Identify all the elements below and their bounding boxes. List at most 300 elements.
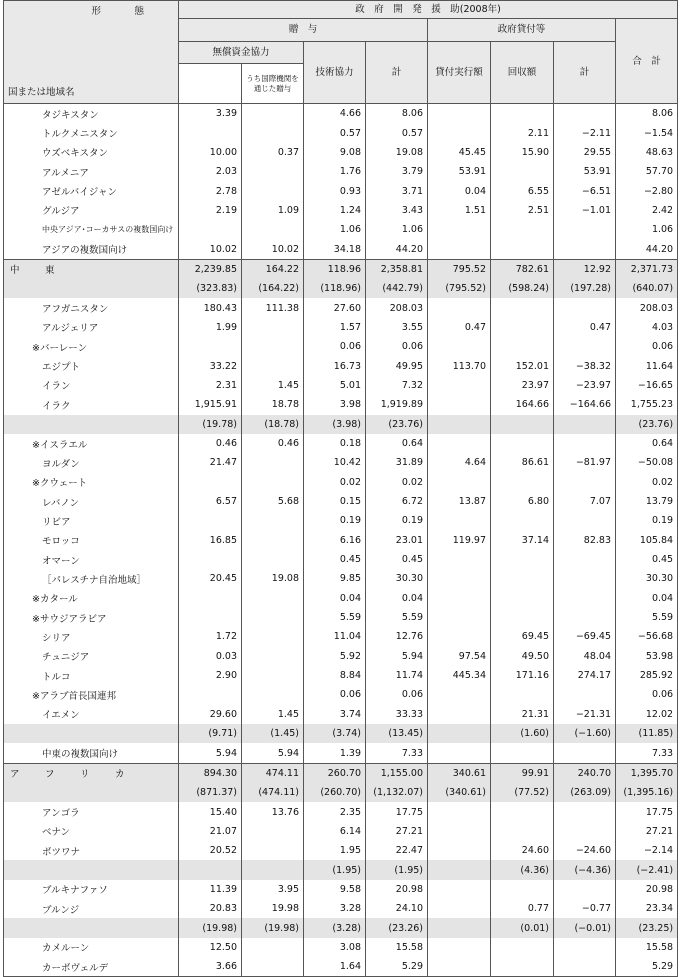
loans-header: 政府貸付等 [428, 19, 616, 42]
disbursed-cell: 340.61 [428, 763, 491, 783]
grant-subtotal-cell: 2,358.81 [366, 259, 428, 279]
disbursed-cell: 119.97 [428, 531, 491, 550]
tech-coop-cell: (3.28) [304, 918, 366, 937]
grant-aid-cell: 2.03 [179, 162, 242, 181]
table-row [4, 395, 678, 414]
grant-subtotal-cell: 0.02 [366, 473, 428, 492]
grand-total-cell: 27.21 [616, 822, 678, 841]
grant-subtotal-cell: 0.64 [366, 434, 428, 453]
country-name [4, 860, 179, 879]
via-intl-cell: 111.38 [242, 298, 304, 317]
grant-aid-cell: 15.40 [179, 802, 242, 821]
recovered-cell [491, 220, 554, 239]
country-name: カメルーン [4, 938, 179, 957]
grand-total-cell: 7.33 [616, 743, 678, 763]
grant-subtotal-cell: 1.06 [366, 220, 428, 239]
table-row [4, 298, 678, 317]
loan-total-cell [554, 434, 616, 453]
country-name: カーボヴェルデ [4, 957, 179, 977]
grant-aid-col-blank [179, 64, 242, 104]
country-name: ボツワナ [4, 841, 179, 860]
grand-total-cell: 285.92 [616, 666, 678, 685]
via-intl-cell [242, 473, 304, 492]
disbursed-cell [428, 550, 491, 569]
via-intl-cell [242, 627, 304, 646]
table-row [4, 743, 678, 763]
grants-header: 贈 与 [179, 19, 428, 42]
grant-subtotal-cell: 0.19 [366, 511, 428, 530]
table-row [4, 239, 678, 259]
form-label: 形 態 [91, 6, 156, 17]
table-row [4, 822, 678, 841]
tech-coop-cell: 0.06 [304, 685, 366, 704]
disbursed-cell [428, 627, 491, 646]
tech-coop-cell: (260.70) [304, 783, 366, 802]
region-row [4, 763, 678, 783]
grand-total-cell: (11.85) [616, 724, 678, 743]
country-name: ※クウェート [4, 473, 179, 492]
table-row [4, 550, 678, 569]
grant-subtotal-cell: 5.59 [366, 608, 428, 627]
disbursed-cell [428, 589, 491, 608]
disbursed-cell: 445.34 [428, 666, 491, 685]
via-intl-cell: 164.22 [242, 259, 304, 279]
table-row [4, 201, 678, 220]
recovered-cell: 6.55 [491, 181, 554, 200]
grand-total-cell: (−2.41) [616, 860, 678, 879]
grant-aid-cell: (871.37) [179, 783, 242, 802]
recovered-cell [491, 822, 554, 841]
grand-total-cell: 8.06 [616, 104, 678, 124]
loan-total-cell: −81.97 [554, 453, 616, 472]
grant-subtotal-cell: 0.06 [366, 685, 428, 704]
via-intl-cell [242, 841, 304, 860]
loan-total-cell [554, 880, 616, 899]
table-row [4, 162, 678, 181]
via-intl-cell [242, 685, 304, 704]
grand-total-cell: 15.58 [616, 938, 678, 957]
disbursed-cell: 0.04 [428, 181, 491, 200]
grant-aid-cell: 5.94 [179, 743, 242, 763]
via-intl-cell [242, 337, 304, 356]
disbursed-cell: 0.47 [428, 318, 491, 337]
grand-total-cell: 208.03 [616, 298, 678, 317]
grand-total-cell: −2.80 [616, 181, 678, 200]
disbursed-cell [428, 608, 491, 627]
disbursed-cell [428, 511, 491, 530]
tech-coop-cell: 6.14 [304, 822, 366, 841]
grand-total-cell: 44.20 [616, 239, 678, 259]
grant-subtotal-cell: 17.75 [366, 802, 428, 821]
table-row [4, 356, 678, 375]
tech-coop-cell: 0.18 [304, 434, 366, 453]
disbursed-cell [428, 104, 491, 124]
grand-total-cell: 0.45 [616, 550, 678, 569]
table-row [4, 453, 678, 472]
grant-aid-cell: 20.83 [179, 899, 242, 918]
grand-total-cell: (23.76) [616, 415, 678, 434]
country-name: ア フ リ カ [4, 763, 179, 783]
grant-subtotal-cell: (442.79) [366, 279, 428, 298]
grant-aid-cell [179, 473, 242, 492]
grant-subtotal-cell: 15.58 [366, 938, 428, 957]
recovered-cell: 69.45 [491, 627, 554, 646]
grand-total-cell: 4.03 [616, 318, 678, 337]
country-name: ウズベキスタン [4, 143, 179, 162]
grand-total-cell: (1,395.16) [616, 783, 678, 802]
country-label: 国または地域名 [8, 87, 75, 98]
tech-coop-cell: 0.93 [304, 181, 366, 200]
grant-subtotal-cell: (23.76) [366, 415, 428, 434]
table-row [4, 473, 678, 492]
grant-aid-cell: 0.03 [179, 647, 242, 666]
grant-subtotal-cell: 24.10 [366, 899, 428, 918]
tech-coop-cell: 8.84 [304, 666, 366, 685]
loan-total-cell [554, 802, 616, 821]
disbursed-cell [428, 220, 491, 239]
grand-total-cell: 0.04 [616, 589, 678, 608]
loan-total-cell: (−1.60) [554, 724, 616, 743]
loan-total-cell: 274.17 [554, 666, 616, 685]
country-name: ブルキナファソ [4, 880, 179, 899]
grant-aid-cell [179, 608, 242, 627]
grant-aid-cell: 6.57 [179, 492, 242, 511]
country-name: アルジェリア [4, 318, 179, 337]
grant-subtotal-cell: 31.89 [366, 453, 428, 472]
disbursed-cell [428, 685, 491, 704]
table-row [4, 531, 678, 550]
grand-total-cell: −2.14 [616, 841, 678, 860]
table-body [4, 104, 678, 977]
table-row [4, 181, 678, 200]
table-row [4, 492, 678, 511]
table-row [4, 143, 678, 162]
grand-total-cell: 57.70 [616, 162, 678, 181]
recovered-cell: (0.01) [491, 918, 554, 937]
via-intl-cell [242, 531, 304, 550]
disbursed-cell: 4.64 [428, 453, 491, 472]
via-intl-cell: 18.78 [242, 395, 304, 414]
grand-total-cell: 1.06 [616, 220, 678, 239]
recovered-cell: 782.61 [491, 259, 554, 279]
recovered-cell [491, 957, 554, 977]
disbursed-cell [428, 395, 491, 414]
grand-total-cell: (640.07) [616, 279, 678, 298]
loan-total-cell [554, 685, 616, 704]
table-row [4, 705, 678, 724]
country-name: ［パレスチナ自治地域］ [4, 569, 179, 588]
via-intl-cell: 1.45 [242, 705, 304, 724]
grant-aid-cell: 1.72 [179, 627, 242, 646]
via-intl-cell: 13.76 [242, 802, 304, 821]
tech-coop-cell: (3.74) [304, 724, 366, 743]
grant-subtotal-cell: (13.45) [366, 724, 428, 743]
recovered-cell [491, 473, 554, 492]
recovered-cell: 37.14 [491, 531, 554, 550]
oda-table [3, 0, 678, 977]
loan-total-cell [554, 743, 616, 763]
region-row [4, 259, 678, 279]
recovered-cell [491, 162, 554, 181]
country-name: イエメン [4, 705, 179, 724]
recovered-cell [491, 434, 554, 453]
grant-aid-cell: 2,239.85 [179, 259, 242, 279]
grant-aid-cell [179, 589, 242, 608]
via-intl-cell: 474.11 [242, 763, 304, 783]
tech-coop-cell: 0.45 [304, 550, 366, 569]
header-corner [4, 1, 179, 104]
via-intl-cell [242, 511, 304, 530]
tech-coop-cell: 1.64 [304, 957, 366, 977]
table-row [4, 957, 678, 977]
loan-total-cell: −21.31 [554, 705, 616, 724]
country-name: シリア [4, 627, 179, 646]
via-intl-cell: 5.94 [242, 743, 304, 763]
grand-total-cell: 5.59 [616, 608, 678, 627]
grant-subtotal-cell: 6.72 [366, 492, 428, 511]
country-name: アジアの複数国向け [4, 239, 179, 259]
recovered-cell: 49.50 [491, 647, 554, 666]
tech-coop-cell: 0.02 [304, 473, 366, 492]
country-name: トルクメニスタン [4, 123, 179, 142]
country-name: グルジア [4, 201, 179, 220]
recovered-cell: (1.60) [491, 724, 554, 743]
disbursed-cell [428, 337, 491, 356]
via-intl-cell [242, 356, 304, 375]
tech-coop-header: 技術協力 [304, 41, 366, 104]
grand-total-cell: 17.75 [616, 802, 678, 821]
loan-total-cell [554, 938, 616, 957]
grand-total-cell: 53.98 [616, 647, 678, 666]
oda-title: 政 府 開 発 援 助(2008年) [179, 1, 678, 19]
recovered-cell: 15.90 [491, 143, 554, 162]
disbursed-cell [428, 938, 491, 957]
loan-total-header: 計 [554, 41, 616, 104]
country-name: ヨルダン [4, 453, 179, 472]
grant-subtotal-cell: 1,155.00 [366, 763, 428, 783]
country-name: 中東の複数国向け [4, 743, 179, 763]
country-name [4, 724, 179, 743]
tech-coop-cell: 1.24 [304, 201, 366, 220]
via-intl-cell: (474.11) [242, 783, 304, 802]
loan-total-cell: −2.11 [554, 123, 616, 142]
grant-aid-cell: 2.90 [179, 666, 242, 685]
recovered-cell: 0.77 [491, 899, 554, 918]
country-name: ※カタール [4, 589, 179, 608]
table-row [4, 123, 678, 142]
via-intl-cell [242, 220, 304, 239]
grant-aid-cell [179, 337, 242, 356]
disbursed-cell [428, 569, 491, 588]
grant-aid-cell: (19.78) [179, 415, 242, 434]
grant-aid-header: 無償資金協力 [179, 41, 304, 64]
tech-coop-cell: 3.08 [304, 938, 366, 957]
disbursed-cell: (340.61) [428, 783, 491, 802]
via-intl-cell: 19.08 [242, 569, 304, 588]
loan-total-cell [554, 415, 616, 434]
recovered-cell: (598.24) [491, 279, 554, 298]
disbursed-cell: 795.52 [428, 259, 491, 279]
country-name: エジプト [4, 356, 179, 375]
disbursed-cell [428, 918, 491, 937]
via-intl-cell: (1.45) [242, 724, 304, 743]
grant-subtotal-cell: 3.71 [366, 181, 428, 200]
tech-coop-cell: 9.85 [304, 569, 366, 588]
grant-subtotal-cell: 12.76 [366, 627, 428, 646]
via-intl-cell [242, 104, 304, 124]
grand-total-cell: 13.79 [616, 492, 678, 511]
disbursed-cell [428, 415, 491, 434]
recovered-cell: (77.52) [491, 783, 554, 802]
country-name: オマーン [4, 550, 179, 569]
recovered-cell: 2.11 [491, 123, 554, 142]
via-intl-cell [242, 938, 304, 957]
country-name: チュニジア [4, 647, 179, 666]
grant-subtotal-cell: 19.08 [366, 143, 428, 162]
via-intl-cell [242, 647, 304, 666]
table-row [4, 569, 678, 588]
tech-coop-cell: 3.98 [304, 395, 366, 414]
recovered-cell [491, 415, 554, 434]
tech-coop-cell: 27.60 [304, 298, 366, 317]
grant-subtotal-cell: (1.95) [366, 860, 428, 879]
via-intl-header: うち国際機関を通じた贈与 [242, 64, 304, 104]
tech-coop-cell: 0.57 [304, 123, 366, 142]
via-intl-cell: 3.95 [242, 880, 304, 899]
loan-total-cell: −69.45 [554, 627, 616, 646]
tech-coop-cell: 1.39 [304, 743, 366, 763]
disbursed-cell [428, 298, 491, 317]
grant-subtotal-cell: 0.57 [366, 123, 428, 142]
recovered-cell: 152.01 [491, 356, 554, 375]
recovered-cell: 164.66 [491, 395, 554, 414]
via-intl-cell [242, 453, 304, 472]
recovered-cell [491, 511, 554, 530]
country-name: アルメニア [4, 162, 179, 181]
loan-total-cell [554, 550, 616, 569]
via-intl-cell [242, 318, 304, 337]
loan-total-cell [554, 220, 616, 239]
grant-subtotal-cell: 5.29 [366, 957, 428, 977]
grant-subtotal-cell: 49.95 [366, 356, 428, 375]
grant-subtotal-header: 計 [366, 41, 428, 104]
tech-coop-cell: 5.92 [304, 647, 366, 666]
tech-coop-cell: 11.04 [304, 627, 366, 646]
grand-total-cell: 1,395.70 [616, 763, 678, 783]
loan-total-cell [554, 608, 616, 627]
disbursed-cell [428, 705, 491, 724]
disbursed-cell [428, 802, 491, 821]
grant-subtotal-cell: 33.33 [366, 705, 428, 724]
grand-total-cell: 0.06 [616, 685, 678, 704]
recovered-cell [491, 298, 554, 317]
country-name: タジキスタン [4, 104, 179, 124]
disbursed-cell: 97.54 [428, 647, 491, 666]
oda-table-sheet [3, 0, 677, 977]
loan-total-cell: 12.92 [554, 259, 616, 279]
grand-total-cell: 0.64 [616, 434, 678, 453]
loan-total-cell [554, 589, 616, 608]
grant-aid-cell [179, 220, 242, 239]
via-intl-cell [242, 181, 304, 200]
loan-total-cell: 82.83 [554, 531, 616, 550]
grant-subtotal-cell: (1,132.07) [366, 783, 428, 802]
sub-row [4, 918, 678, 937]
recovered-cell: 99.91 [491, 763, 554, 783]
table-row [4, 434, 678, 453]
grant-subtotal-cell: 44.20 [366, 239, 428, 259]
tech-coop-cell: 2.35 [304, 802, 366, 821]
grand-total-cell: 23.34 [616, 899, 678, 918]
loan-total-cell [554, 569, 616, 588]
grant-subtotal-cell: 0.06 [366, 337, 428, 356]
grant-aid-cell: 1,915.91 [179, 395, 242, 414]
grand-total-cell: 1,755.23 [616, 395, 678, 414]
loan-total-cell: 240.70 [554, 763, 616, 783]
via-intl-cell: (164.22) [242, 279, 304, 298]
grand-total-cell: 0.19 [616, 511, 678, 530]
country-name: イラク [4, 395, 179, 414]
grant-subtotal-cell: (23.26) [366, 918, 428, 937]
grand-total-cell: 105.84 [616, 531, 678, 550]
recovered-cell [491, 589, 554, 608]
loan-total-cell [554, 337, 616, 356]
table-row [4, 376, 678, 395]
recovered-cell [491, 685, 554, 704]
recovered-cell [491, 743, 554, 763]
grand-total-cell: −50.08 [616, 453, 678, 472]
grant-aid-cell: 0.46 [179, 434, 242, 453]
disbursed-cell [428, 860, 491, 879]
recovered-cell: 6.80 [491, 492, 554, 511]
grant-aid-cell: 21.47 [179, 453, 242, 472]
via-intl-cell: (19.98) [242, 918, 304, 937]
grant-aid-cell: 10.00 [179, 143, 242, 162]
grant-aid-cell [179, 550, 242, 569]
grand-total-cell: −1.54 [616, 123, 678, 142]
table-row [4, 318, 678, 337]
grant-subtotal-cell: 0.04 [366, 589, 428, 608]
recovered-cell [491, 608, 554, 627]
via-intl-cell: 19.98 [242, 899, 304, 918]
sub-row [4, 415, 678, 434]
country-name: リビア [4, 511, 179, 530]
table-row [4, 880, 678, 899]
table-row [4, 647, 678, 666]
sub-row [4, 783, 678, 802]
grant-aid-cell: 180.43 [179, 298, 242, 317]
loan-total-cell: −0.77 [554, 899, 616, 918]
loan-total-cell [554, 298, 616, 317]
grant-subtotal-cell: 7.32 [366, 376, 428, 395]
country-name: ブルンジ [4, 899, 179, 918]
grand-total-cell: 0.06 [616, 337, 678, 356]
recovered-cell [491, 239, 554, 259]
loan-total-cell: −6.51 [554, 181, 616, 200]
tech-coop-cell: (118.96) [304, 279, 366, 298]
tech-coop-cell: 9.58 [304, 880, 366, 899]
grant-aid-cell: 20.52 [179, 841, 242, 860]
loan-total-cell [554, 822, 616, 841]
loan-total-cell: (263.09) [554, 783, 616, 802]
via-intl-cell [242, 822, 304, 841]
loan-total-cell: −24.60 [554, 841, 616, 860]
country-name [4, 279, 179, 298]
grand-total-cell: 2.42 [616, 201, 678, 220]
via-intl-cell [242, 860, 304, 879]
grant-subtotal-cell: 22.47 [366, 841, 428, 860]
tech-coop-cell: 9.08 [304, 143, 366, 162]
